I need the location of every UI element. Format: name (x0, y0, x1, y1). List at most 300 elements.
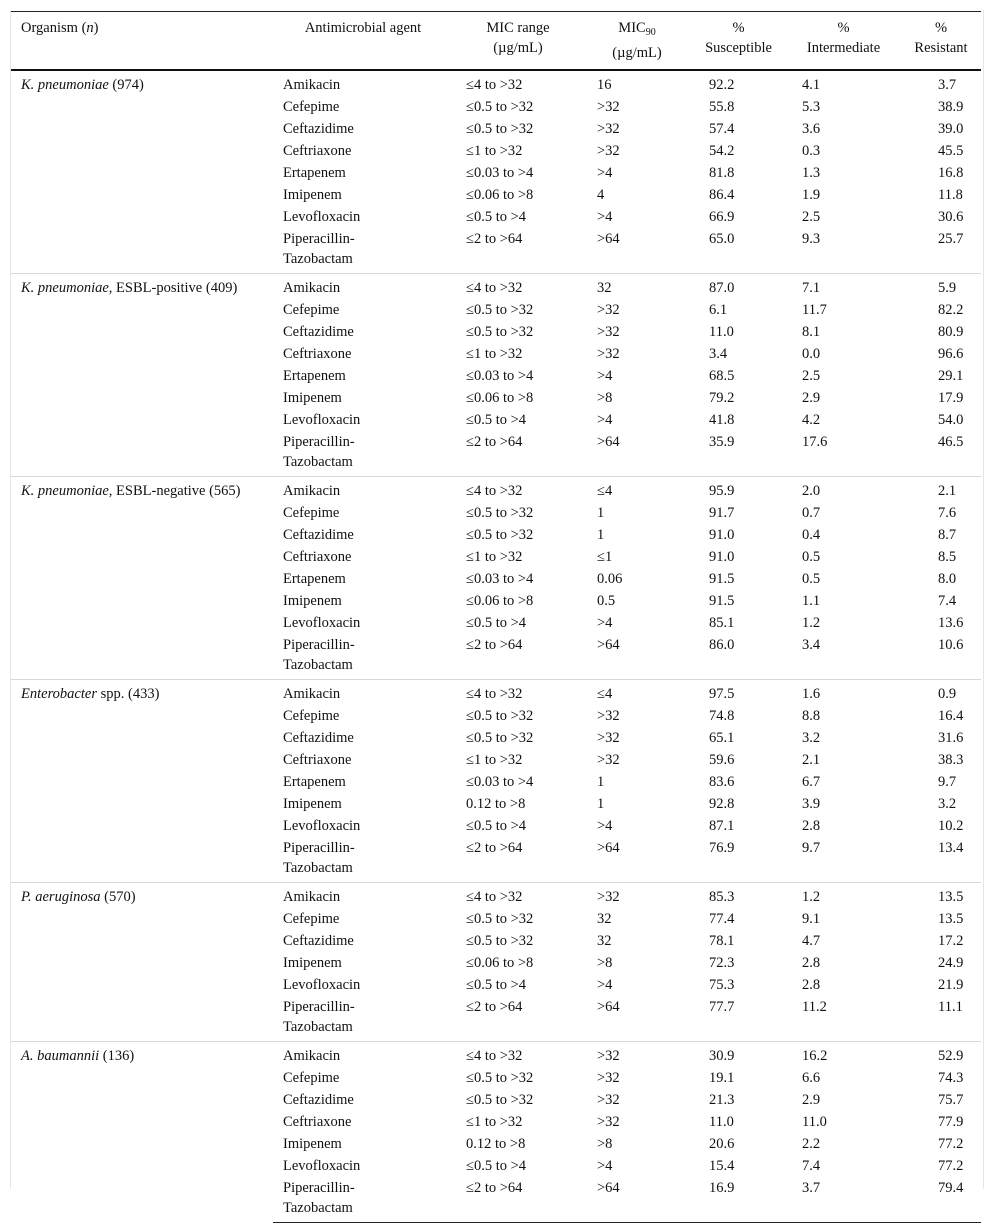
agent-name: Imipenem (283, 955, 342, 971)
agent-cell (273, 118, 453, 140)
agent-name: Ertapenem (283, 774, 346, 790)
resistant-cell: 8.7 (938, 527, 957, 543)
mic-range-cell: ≤0.03 to >4 (466, 165, 534, 181)
intermediate-cell: 0.5 (802, 571, 821, 587)
resistant-cell: 2.1 (901, 477, 981, 503)
mic-range-cell: ≤0.03 to >4 (466, 368, 534, 384)
mic90-cell: >64 (597, 637, 620, 653)
susceptible-cell: 83.6 (709, 774, 735, 790)
mic-range-cell: ≤0.5 to >32 (466, 302, 534, 318)
agent-cell (273, 1042, 453, 1068)
mic90-cell: >64 (597, 231, 620, 247)
table-row (11, 680, 981, 706)
intermediate-cell: 2.2 (802, 1136, 821, 1152)
mic-range-cell: ≤0.06 to >8 (466, 390, 534, 406)
susceptible-cell: 21.3 (709, 1092, 735, 1108)
intermediate-cell: 3.9 (802, 796, 821, 812)
intermediate-cell: 1.2 (802, 615, 821, 631)
resistant-cell: 82.2 (938, 302, 964, 318)
resistant-cell: 10.2 (938, 818, 964, 834)
agent-cell (273, 546, 453, 568)
agent-name: Cefepime (283, 505, 340, 521)
susceptible-cell: 35.9 (709, 434, 735, 450)
intermediate-cell: 9.3 (802, 231, 821, 247)
mic-range-cell: ≤0.06 to >8 (466, 593, 534, 609)
header-susceptible-line2: Susceptible (705, 40, 772, 56)
organism-detail: spp. (433) (96, 686, 160, 702)
intermediate-cell: 3.2 (802, 730, 821, 746)
agent-cell (273, 140, 453, 162)
organism-detail: (974) (108, 77, 144, 93)
susceptible-cell: 92.8 (709, 796, 735, 812)
resistant-cell: 77.2 (938, 1136, 964, 1152)
susceptible-cell: 74.8 (709, 708, 735, 724)
organism-group (11, 883, 981, 1042)
susceptible-cell: 85.3 (691, 883, 786, 909)
resistant-cell: 77.9 (938, 1114, 964, 1130)
mic-range-cell: ≤4 to >32 (453, 1042, 583, 1068)
agent-name: Ceftazidime (283, 527, 354, 543)
resistant-cell: 9.7 (938, 774, 957, 790)
mic-range-cell: ≤0.5 to >32 (466, 730, 534, 746)
resistant-cell: 7.6 (938, 505, 957, 521)
mic-range-cell: ≤0.5 to >4 (466, 412, 527, 428)
intermediate-cell: 3.7 (786, 1177, 901, 1223)
intermediate-cell: 1.2 (786, 883, 901, 909)
agent-name: Cefepime (283, 708, 340, 724)
intermediate-cell: 11.2 (802, 999, 827, 1015)
mic-range-cell: ≤4 to >32 (453, 680, 583, 706)
agent-cell (273, 96, 453, 118)
mic90-cell: >4 (597, 977, 613, 993)
agent-name: Ceftazidime (283, 121, 354, 137)
intermediate-cell: 3.4 (802, 637, 821, 653)
mic90-cell: >32 (597, 121, 620, 137)
mic-range-cell: ≤2 to >64 (466, 999, 523, 1015)
organism-cell (11, 70, 273, 274)
agent-cell (273, 1111, 453, 1133)
mic90-cell: ≤1 (597, 549, 613, 565)
agent-name: Cefepime (283, 911, 340, 927)
intermediate-cell: 17.6 (802, 434, 828, 450)
intermediate-cell: 7.1 (786, 274, 901, 300)
resistant-cell: 13.6 (938, 615, 964, 631)
agent-cell (273, 1155, 453, 1177)
agent-name-continued: Tazobactam (283, 251, 353, 267)
organism-name: K. pneumoniae (21, 483, 109, 499)
agent-name: Cefepime (283, 1070, 340, 1086)
mic-range-cell: ≤0.5 to >32 (466, 99, 534, 115)
intermediate-cell: 6.7 (802, 774, 821, 790)
organism-group (11, 70, 981, 274)
agent-cell (273, 1133, 453, 1155)
agent-cell (273, 274, 453, 300)
susceptible-cell: 20.6 (709, 1136, 735, 1152)
mic90-cell: >32 (597, 1070, 620, 1086)
susceptible-cell: 6.1 (709, 302, 728, 318)
agent-cell (273, 299, 453, 321)
resistant-cell: 31.6 (938, 730, 964, 746)
intermediate-cell: 1.1 (802, 593, 821, 609)
header-mic-range-line1: MIC range (486, 20, 550, 36)
agent-name: Levofloxacin (283, 1158, 361, 1174)
agent-cell (273, 409, 453, 431)
agent-cell (273, 952, 453, 974)
resistant-cell: 46.5 (938, 434, 964, 450)
susceptible-cell: 54.2 (709, 143, 735, 159)
mic90-cell: 1 (597, 527, 605, 543)
header-susceptible-line1: % (732, 20, 745, 36)
agent-name: Ceftriaxone (283, 752, 352, 768)
mic90-cell: 32 (583, 274, 691, 300)
mic90-cell: >4 (597, 412, 613, 428)
header-mic-range-line2: (µg/mL) (493, 40, 543, 56)
agent-cell (273, 1177, 453, 1223)
resistant-cell: 25.7 (938, 231, 964, 247)
organism-cell (11, 1042, 273, 1223)
mic-range-cell: ≤0.03 to >4 (466, 774, 534, 790)
resistant-cell: 7.4 (938, 593, 957, 609)
agent-name: Imipenem (283, 796, 342, 812)
agent-cell (273, 568, 453, 590)
agent-name: Amikacin (283, 280, 341, 296)
agent-name-continued: Tazobactam (283, 657, 353, 673)
mic90-cell: 0.06 (597, 571, 623, 587)
resistant-cell: 3.7 (938, 77, 957, 93)
susceptible-cell: 92.2 (709, 77, 735, 93)
resistant-cell: 8.0 (938, 571, 957, 587)
header-mic90 (583, 12, 691, 71)
intermediate-cell: 6.6 (802, 1070, 821, 1086)
intermediate-cell: 1.3 (802, 165, 821, 181)
susceptibility-table (11, 11, 981, 1223)
agent-name: Imipenem (283, 1136, 342, 1152)
agent-name: Levofloxacin (283, 412, 361, 428)
agent-name: Ertapenem (283, 368, 346, 384)
susceptible-cell: 97.5 (691, 680, 786, 706)
organism-name: A. baumannii (21, 1048, 100, 1064)
header-resistant-line2: Resistant (914, 40, 968, 56)
intermediate-cell: 8.1 (802, 324, 821, 340)
mic-range-cell: ≤0.03 to >4 (466, 571, 534, 587)
agent-name: Piperacillin- (283, 434, 355, 450)
agent-cell (273, 321, 453, 343)
agent-name: Imipenem (283, 390, 342, 406)
agent-cell (273, 705, 453, 727)
intermediate-cell: 0.3 (802, 143, 821, 159)
mic-range-cell: ≤1 to >32 (466, 549, 523, 565)
header-mic90-line2: (µg/mL) (612, 45, 662, 61)
mic90-cell: >64 (597, 840, 620, 856)
organism-name: Enterobacter (21, 686, 97, 702)
intermediate-cell: 2.8 (802, 955, 821, 971)
organism-group (11, 680, 981, 883)
organism-detail: , ESBL-negative (565) (108, 483, 241, 499)
mic-range-cell: ≤1 to >32 (466, 143, 523, 159)
resistant-cell: 5.9 (901, 274, 981, 300)
agent-cell (273, 771, 453, 793)
resistant-cell: 38.9 (938, 99, 964, 115)
mic90-cell: 1 (597, 505, 605, 521)
agent-cell (273, 343, 453, 365)
table-header (11, 12, 981, 71)
susceptible-cell: 41.8 (709, 412, 735, 428)
mic-range-cell: ≤0.5 to >4 (466, 818, 527, 834)
resistant-cell: 74.3 (938, 1070, 964, 1086)
susceptible-cell: 87.1 (709, 818, 735, 834)
mic-range-cell: ≤0.5 to >32 (466, 1070, 534, 1086)
mic-range-cell: ≤0.5 to >32 (466, 121, 534, 137)
mic90-cell: >4 (597, 368, 613, 384)
resistant-cell: 39.0 (938, 121, 964, 137)
agent-cell (273, 996, 453, 1042)
mic90-cell: >32 (597, 1114, 620, 1130)
agent-name: Piperacillin- (283, 840, 355, 856)
organism-cell (11, 477, 273, 680)
resistant-cell: 11.1 (938, 999, 963, 1015)
mic90-cell: >32 (597, 1092, 620, 1108)
agent-cell (273, 793, 453, 815)
mic-range-cell: ≤1 to >32 (466, 1114, 523, 1130)
intermediate-cell: 4.7 (802, 933, 821, 949)
mic90-cell: >32 (597, 302, 620, 318)
mic-range-cell: ≤0.5 to >4 (466, 615, 527, 631)
intermediate-cell: 2.9 (802, 390, 821, 406)
agent-name: Piperacillin- (283, 231, 355, 247)
agent-cell (273, 815, 453, 837)
susceptible-cell: 66.9 (709, 209, 735, 225)
mic90-cell: >8 (597, 955, 613, 971)
agent-name: Ertapenem (283, 571, 346, 587)
resistant-cell: 16.8 (938, 165, 964, 181)
agent-name: Cefepime (283, 99, 340, 115)
organism-detail: (570) (100, 889, 136, 905)
agent-cell (273, 70, 453, 96)
mic-range-cell: ≤0.5 to >32 (466, 933, 534, 949)
mic90-cell: >32 (597, 346, 620, 362)
agent-name: Ceftriaxone (283, 549, 352, 565)
mic90-cell: 16 (597, 77, 612, 93)
agent-name-continued: Tazobactam (283, 454, 353, 470)
susceptible-cell: 55.8 (709, 99, 735, 115)
mic90-cell: >64 (597, 434, 620, 450)
intermediate-cell: 2.0 (786, 477, 901, 503)
resistant-cell: 13.4 (938, 840, 964, 856)
agent-cell (273, 206, 453, 228)
agent-cell (273, 680, 453, 706)
mic-range-cell: ≤2 to >64 (466, 840, 523, 856)
mic90-cell: >32 (583, 883, 691, 909)
header-mic-range (453, 12, 583, 71)
agent-name: Ceftazidime (283, 1092, 354, 1108)
agent-cell (273, 1067, 453, 1089)
resistant-cell: 80.9 (938, 324, 964, 340)
mic-range-cell: ≤0.5 to >4 (466, 1158, 527, 1174)
agent-name: Amikacin (283, 77, 341, 93)
mic90-cell: >32 (597, 99, 620, 115)
header-mic90-sub: 90 (645, 27, 656, 38)
agent-cell (273, 749, 453, 771)
resistant-cell: 13.5 (901, 883, 981, 909)
susceptible-cell: 81.8 (709, 165, 735, 181)
agent-cell (273, 837, 453, 883)
mic-range-cell: ≤1 to >32 (466, 346, 523, 362)
resistant-cell: 21.9 (938, 977, 964, 993)
mic90-cell: 1 (597, 796, 605, 812)
susceptible-cell: 72.3 (709, 955, 735, 971)
intermediate-cell: 16.2 (786, 1042, 901, 1068)
susceptible-cell: 87.0 (691, 274, 786, 300)
resistant-cell: 17.2 (938, 933, 964, 949)
susceptible-cell: 77.7 (709, 999, 735, 1015)
mic-range-cell: ≤0.5 to >32 (466, 527, 534, 543)
resistant-cell: 11.8 (938, 187, 963, 203)
mic90-cell: >32 (597, 708, 620, 724)
mic-range-cell: ≤0.5 to >32 (466, 505, 534, 521)
susceptible-cell: 91.5 (709, 571, 735, 587)
organism-name: K. pneumoniae (21, 77, 109, 93)
mic90-cell: >32 (597, 143, 620, 159)
mic-range-cell: ≤4 to >32 (453, 274, 583, 300)
table-row (11, 477, 981, 503)
resistant-cell: 79.4 (901, 1177, 981, 1223)
mic90-cell: >64 (583, 1177, 691, 1223)
agent-name: Amikacin (283, 889, 341, 905)
resistant-cell: 75.7 (938, 1092, 964, 1108)
mic90-cell: >32 (597, 324, 620, 340)
agent-name: Levofloxacin (283, 209, 361, 225)
agent-name: Ceftriaxone (283, 143, 352, 159)
intermediate-cell: 0.5 (802, 549, 821, 565)
agent-name: Amikacin (283, 483, 341, 499)
agent-name-continued: Tazobactam (283, 860, 353, 876)
mic90-cell: 0.5 (597, 593, 616, 609)
agent-name: Levofloxacin (283, 818, 361, 834)
susceptible-cell: 59.6 (709, 752, 735, 768)
agent-cell (273, 365, 453, 387)
intermediate-cell: 1.6 (786, 680, 901, 706)
header-agent: Antimicrobial agent (273, 12, 453, 71)
agent-name-continued: Tazobactam (283, 1019, 353, 1035)
intermediate-cell: 2.5 (802, 209, 821, 225)
mic-range-cell: 0.12 to >8 (466, 796, 526, 812)
mic90-cell: >8 (597, 390, 613, 406)
susceptible-cell: 15.4 (709, 1158, 735, 1174)
mic90-cell: >4 (597, 209, 613, 225)
resistant-cell: 45.5 (938, 143, 964, 159)
susceptible-cell: 77.4 (709, 911, 735, 927)
susceptible-cell: 65.0 (709, 231, 735, 247)
susceptible-cell: 75.3 (709, 977, 735, 993)
mic-range-cell: ≤0.5 to >4 (466, 209, 527, 225)
agent-cell (273, 228, 453, 274)
agent-name: Levofloxacin (283, 977, 361, 993)
intermediate-cell: 7.4 (802, 1158, 821, 1174)
organism-group (11, 1042, 981, 1223)
resistant-cell: 0.9 (901, 680, 981, 706)
header-intermediate-line1: % (837, 20, 850, 36)
agent-cell (273, 477, 453, 503)
intermediate-cell: 3.6 (802, 121, 821, 137)
table-row (11, 883, 981, 909)
susceptible-cell: 68.5 (709, 368, 735, 384)
susceptible-cell: 95.9 (691, 477, 786, 503)
agent-name: Piperacillin- (283, 999, 355, 1015)
intermediate-cell: 2.5 (802, 368, 821, 384)
intermediate-cell: 9.1 (802, 911, 821, 927)
mic-range-cell: ≤2 to >64 (466, 637, 523, 653)
mic-range-cell: ≤0.5 to >32 (466, 1092, 534, 1108)
resistant-cell: 96.6 (938, 346, 964, 362)
mic90-cell: 32 (597, 911, 612, 927)
agent-name: Imipenem (283, 187, 342, 203)
susceptible-cell: 30.9 (691, 1042, 786, 1068)
resistant-cell: 13.5 (938, 911, 964, 927)
resistant-cell: 30.6 (938, 209, 964, 225)
intermediate-cell: 4.1 (802, 77, 821, 93)
organism-name: P. aeruginosa (21, 889, 101, 905)
resistant-cell: 10.6 (938, 637, 964, 653)
agent-name: Amikacin (283, 686, 341, 702)
agent-cell (273, 162, 453, 184)
susceptible-cell: 65.1 (709, 730, 735, 746)
agent-cell (273, 524, 453, 546)
mic-range-cell: ≤4 to >32 (453, 477, 583, 503)
susceptible-cell: 76.9 (709, 840, 735, 856)
agent-cell (273, 727, 453, 749)
mic-range-cell: ≤0.5 to >32 (466, 911, 534, 927)
susceptible-cell: 85.1 (709, 615, 735, 631)
agent-cell (273, 1089, 453, 1111)
susceptible-cell: 91.0 (709, 527, 735, 543)
header-mic90-main: MIC (618, 20, 646, 36)
intermediate-cell: 2.9 (802, 1092, 821, 1108)
mic-range-cell: ≤4 to >32 (453, 883, 583, 909)
organism-group (11, 274, 981, 477)
susceptible-cell: 11.0 (709, 324, 734, 340)
table-row (11, 70, 981, 96)
mic90-cell: ≤4 (583, 680, 691, 706)
intermediate-cell: 8.8 (802, 708, 821, 724)
agent-name: Cefepime (283, 302, 340, 318)
mic90-cell: ≤4 (583, 477, 691, 503)
agent-name: Piperacillin- (283, 637, 355, 653)
mic-range-cell: ≤0.5 to >4 (466, 977, 527, 993)
agent-cell (273, 930, 453, 952)
agent-cell (273, 387, 453, 409)
mic90-cell: >4 (597, 1158, 613, 1174)
agent-cell (273, 502, 453, 524)
agent-cell (273, 883, 453, 909)
agent-name: Amikacin (283, 1048, 341, 1064)
mic-range-cell: ≤1 to >32 (466, 752, 523, 768)
mic90-cell: 1 (597, 774, 605, 790)
susceptible-cell: 19.1 (709, 1070, 735, 1086)
header-organism-label: Organism (21, 20, 78, 36)
intermediate-cell: 5.3 (802, 99, 821, 115)
organism-detail: (136) (99, 1048, 135, 1064)
resistant-cell: 16.4 (938, 708, 964, 724)
agent-name: Ceftazidime (283, 933, 354, 949)
table-row (11, 274, 981, 300)
header-intermediate (786, 12, 901, 71)
agent-name: Imipenem (283, 593, 342, 609)
agent-cell (273, 184, 453, 206)
organism-cell (11, 680, 273, 883)
mic-range-cell: ≤2 to >64 (453, 1177, 583, 1223)
intermediate-cell: 2.1 (802, 752, 821, 768)
mic90-cell: >64 (597, 999, 620, 1015)
